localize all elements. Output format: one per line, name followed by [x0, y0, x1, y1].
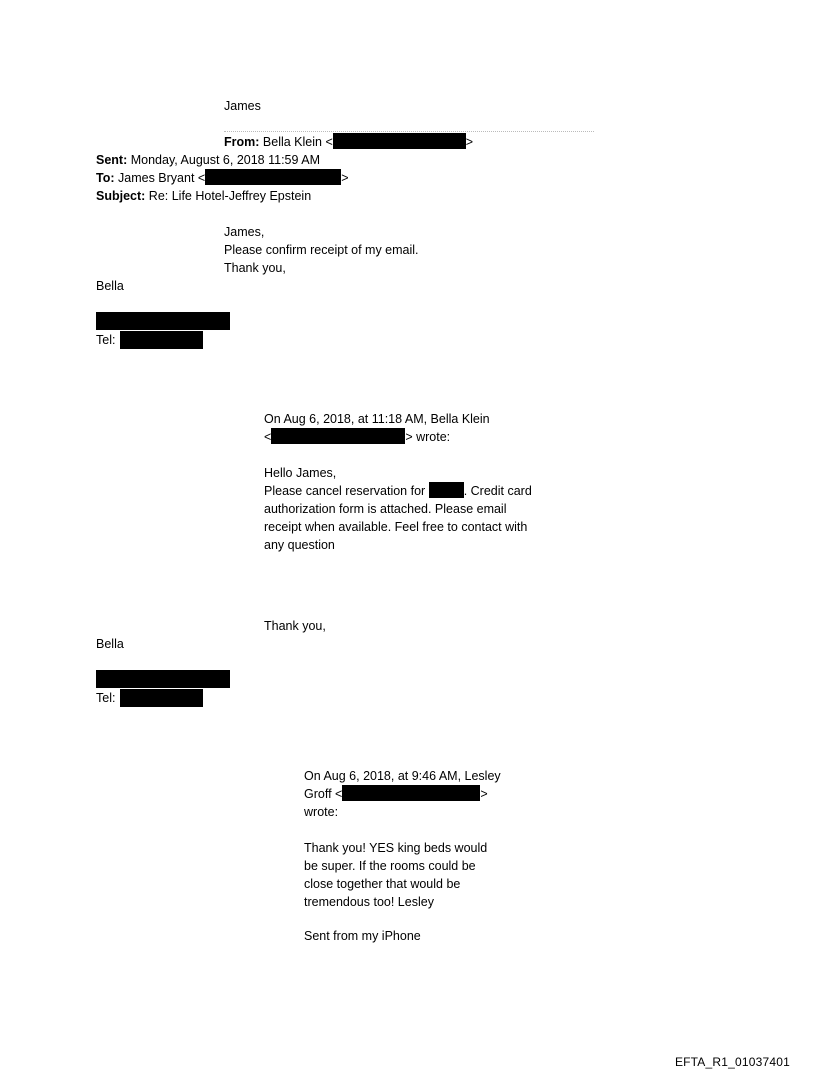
body-line: Please confirm receipt of my email.: [224, 243, 419, 257]
header-close: >: [480, 787, 488, 801]
to-label: To:: [96, 171, 115, 185]
tel-label: Tel:: [96, 691, 116, 705]
sent-from: Sent from my iPhone: [304, 929, 421, 943]
tel-line: [96, 331, 115, 349]
signature: Bella: [96, 279, 124, 293]
body-line: be super. If the rooms could be: [304, 859, 476, 873]
body-text: Please cancel reservation for: [264, 484, 426, 498]
quote-header: On Aug 6, 2018, at 11:18 AM, Bella Klein: [264, 412, 490, 426]
to-line: [96, 169, 349, 187]
quote-header-line2: [264, 428, 450, 446]
body-line: Thank you! YES king beds would: [304, 841, 488, 855]
redaction-bar: [96, 670, 230, 688]
signature: Bella: [96, 637, 124, 651]
quote-header: On Aug 6, 2018, at 9:46 AM, Lesley: [304, 769, 501, 783]
subject-line: [96, 187, 311, 205]
body-line: authorization form is attached. Please email: [264, 502, 507, 516]
body-line: tremendous too! Lesley: [304, 895, 434, 909]
thanks: Thank you,: [264, 619, 326, 633]
top-name: James: [224, 99, 261, 113]
subject-label: Subject:: [96, 189, 146, 203]
to-value: James Bryant <: [118, 171, 206, 185]
redaction-bar: [120, 689, 203, 707]
greeting: Hello James,: [264, 466, 337, 480]
tel-line: [96, 689, 115, 707]
to-close: >: [341, 171, 349, 185]
redaction-bar: [342, 785, 480, 801]
body-line: Thank you,: [224, 261, 286, 275]
tel-label: Tel:: [96, 333, 116, 347]
redaction-bar: [96, 312, 230, 330]
body-text: . Credit card: [463, 484, 532, 498]
quote-header-line2: [304, 785, 488, 803]
subject-value: Re: Life Hotel-Jeffrey Epstein: [148, 189, 312, 203]
header-name: Groff <: [304, 787, 343, 801]
redaction-bar: [333, 133, 466, 149]
from-line: [224, 133, 473, 151]
redaction-bar: [271, 428, 405, 444]
sent-label: Sent:: [96, 153, 128, 167]
header-close: > wrote:: [405, 430, 451, 444]
header-divider: [224, 131, 594, 132]
body-line: any question: [264, 538, 335, 552]
from-close: >: [465, 135, 474, 149]
redaction-bar: [429, 482, 464, 498]
from-value: Bella Klein <: [262, 135, 333, 149]
from-label: From:: [224, 135, 260, 149]
sent-line: [96, 151, 320, 169]
body-line: receipt when available. Feel free to contact with: [264, 520, 528, 534]
greeting: James,: [224, 225, 265, 239]
body-line: [264, 482, 532, 500]
document-id: EFTA_R1_01037401: [674, 1055, 790, 1069]
quote-header-line3: wrote:: [304, 805, 339, 819]
redaction-bar: [120, 331, 203, 349]
body-line: close together that would be: [304, 877, 461, 891]
header-open: <: [264, 430, 272, 444]
sent-value: Monday, August 6, 2018 11:59 AM: [130, 153, 320, 167]
redaction-bar: [205, 169, 341, 185]
